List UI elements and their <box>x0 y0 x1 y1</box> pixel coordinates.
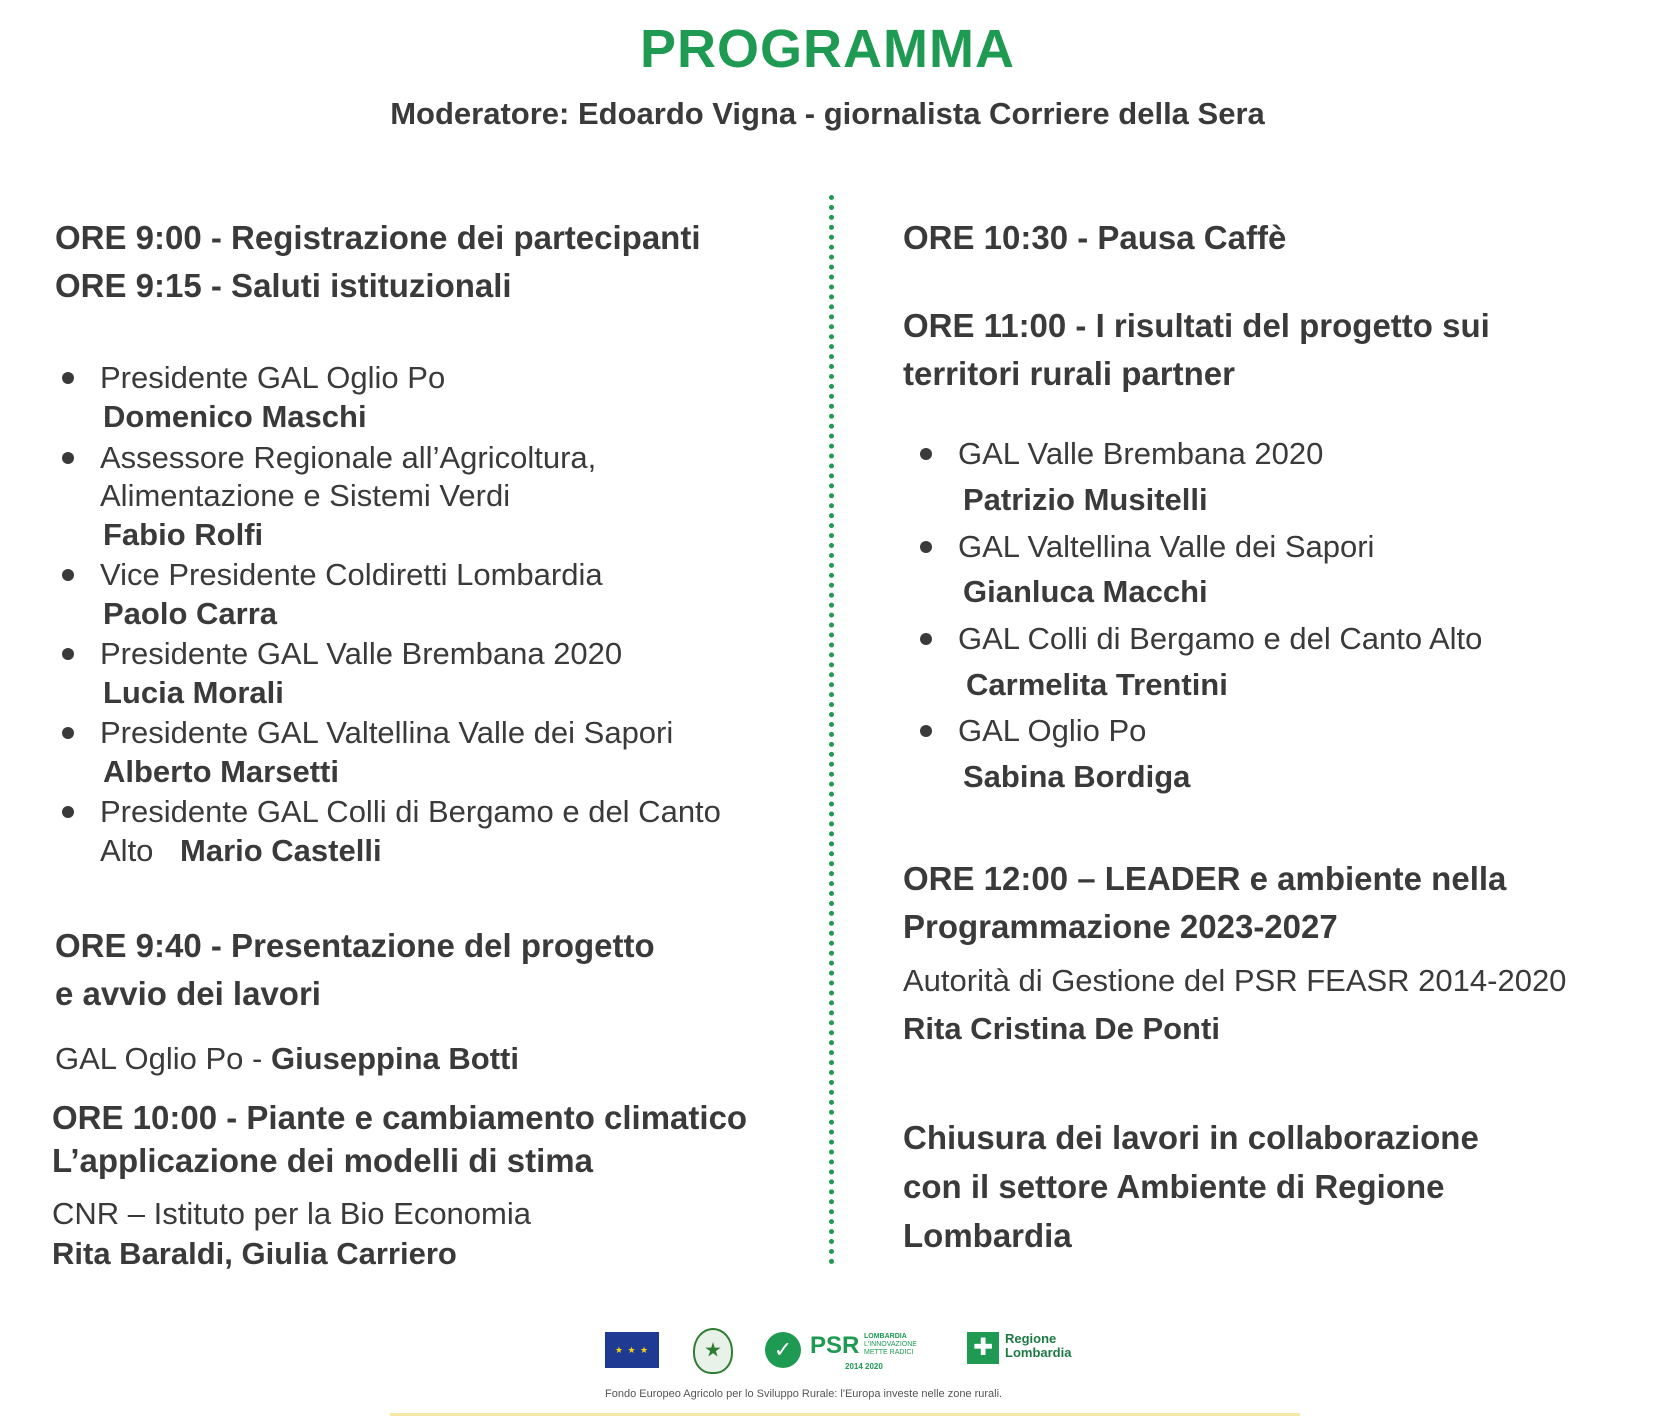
regione-lombardia-logo-text <box>1005 1332 1071 1360</box>
speaker-line <box>55 1040 519 1078</box>
page-title: PROGRAMMA <box>640 19 1015 79</box>
speaker-role: Presidente GAL Colli di Bergamo e del Canto <box>100 794 721 829</box>
region-line-2: Lombardia <box>1005 1345 1072 1360</box>
bullet-icon <box>920 633 932 645</box>
region-line-1: Regione <box>1005 1331 1057 1346</box>
speaker-name: Rita Cristina De Ponti <box>903 1011 1220 1046</box>
bullet-icon <box>920 541 932 553</box>
footer-caption: Fondo Europeo Agricolo per lo Sviluppo Rurale: l'Europa investe nelle zone rurali. <box>605 1388 1003 1400</box>
partner-name: Carmelita Trentini <box>966 667 1228 702</box>
bullet-icon <box>62 648 74 660</box>
speaker-org: CNR – Istituto per la Bio Economia <box>52 1196 531 1231</box>
schedule-heading-0940: ORE 9:40 - Presentazione del progetto <box>55 927 655 964</box>
bullet-icon <box>62 452 74 464</box>
speaker-role: Vice Presidente Coldiretti Lombardia <box>100 557 603 592</box>
schedule-heading-1200: ORE 12:00 – LEADER e ambiente nella <box>903 860 1507 897</box>
psr-leaf-icon: ✓ <box>765 1332 801 1368</box>
closing-line-1: Chiusura dei lavori in collaborazione <box>903 1119 1479 1156</box>
partner-name: Sabina Bordiga <box>963 759 1191 794</box>
psr-logo-text: PSR <box>810 1332 860 1359</box>
closing-line-3: Lombardia <box>903 1217 1072 1254</box>
regione-lombardia-logo-icon: ✚ <box>967 1332 999 1364</box>
speaker-name: Paolo Carra <box>103 596 278 631</box>
speaker-org: Autorità di Gestione del PSR FEASR 2014-2020 <box>903 963 1567 998</box>
bullet-icon <box>62 806 74 818</box>
footer-logos <box>390 1320 1300 1416</box>
speaker-name: Fabio Rolfi <box>103 517 264 552</box>
bullet-icon <box>920 448 932 460</box>
speaker-role: Presidente GAL Valle Brembana 2020 <box>100 636 623 671</box>
bullet-icon <box>920 725 932 737</box>
psr-tagline <box>864 1333 917 1357</box>
schedule-heading-1100: ORE 11:00 - I risultati del progetto sui <box>903 307 1490 344</box>
speaker-role: Presidente GAL Valtellina Valle dei Sapori <box>100 715 674 750</box>
psr-years: 2014 2020 <box>845 1362 883 1371</box>
schedule-heading-1030: ORE 10:30 - Pausa Caffè <box>903 219 1287 256</box>
speaker-role-line2: Alimentazione e Sistemi Verdi <box>100 478 511 513</box>
schedule-heading-1200-line2: Programmazione 2023-2027 <box>903 908 1338 945</box>
speaker-names: Rita Baraldi, Giulia Carriero <box>52 1236 457 1271</box>
speaker-name: Alberto Marsetti <box>103 754 339 789</box>
schedule-heading-1000: ORE 10:00 - Piante e cambiamento climatico <box>52 1099 748 1136</box>
moderator-line: Moderatore: Edoardo Vigna - giornalista Corriere della Sera <box>390 96 1265 131</box>
speaker-name: Lucia Morali <box>103 675 284 710</box>
schedule-heading-0940-line2: e avvio dei lavori <box>55 975 321 1012</box>
speaker-name: Mario Castelli <box>180 833 382 868</box>
eu-flag-icon: ★ ★ ★ <box>605 1332 659 1368</box>
speaker-org: GAL Oglio Po - <box>55 1041 271 1076</box>
closing-line-2: con il settore Ambiente di Regione <box>903 1168 1445 1205</box>
schedule-heading-1100-line2: territori rurali partner <box>903 355 1235 392</box>
bullet-icon <box>62 727 74 739</box>
speaker-role-line2: Alto <box>100 833 154 868</box>
partner-role: GAL Valle Brembana 2020 <box>958 436 1324 471</box>
partner-name: Gianluca Macchi <box>963 574 1208 609</box>
schedule-heading-1000-line2: L’applicazione dei modelli di stima <box>52 1142 593 1179</box>
partner-role: GAL Valtellina Valle dei Sapori <box>958 529 1375 564</box>
bullet-icon <box>62 372 74 384</box>
partner-name: Patrizio Musitelli <box>963 482 1208 517</box>
speaker-name: Domenico Maschi <box>103 399 367 434</box>
speaker-name: Giuseppina Botti <box>270 1041 519 1076</box>
partner-role: GAL Oglio Po <box>958 713 1147 748</box>
schedule-heading-0915: ORE 9:15 - Saluti istituzionali <box>55 267 512 304</box>
column-divider <box>829 195 834 1265</box>
speaker-role: Assessore Regionale all’Agricoltura, <box>100 440 597 475</box>
psr-tagline-1: L'INNOVAZIONE <box>864 1341 917 1348</box>
schedule-heading-0900: ORE 9:00 - Registrazione dei partecipanti <box>55 219 701 256</box>
bullet-icon <box>62 569 74 581</box>
speaker-role: Presidente GAL Oglio Po <box>100 360 446 395</box>
italian-republic-emblem-icon <box>693 1328 733 1374</box>
psr-tagline-2: METTE RADICI <box>864 1349 914 1356</box>
partner-role: GAL Colli di Bergamo e del Canto Alto <box>958 621 1483 656</box>
psr-region: LOMBARDIA <box>864 1333 907 1340</box>
